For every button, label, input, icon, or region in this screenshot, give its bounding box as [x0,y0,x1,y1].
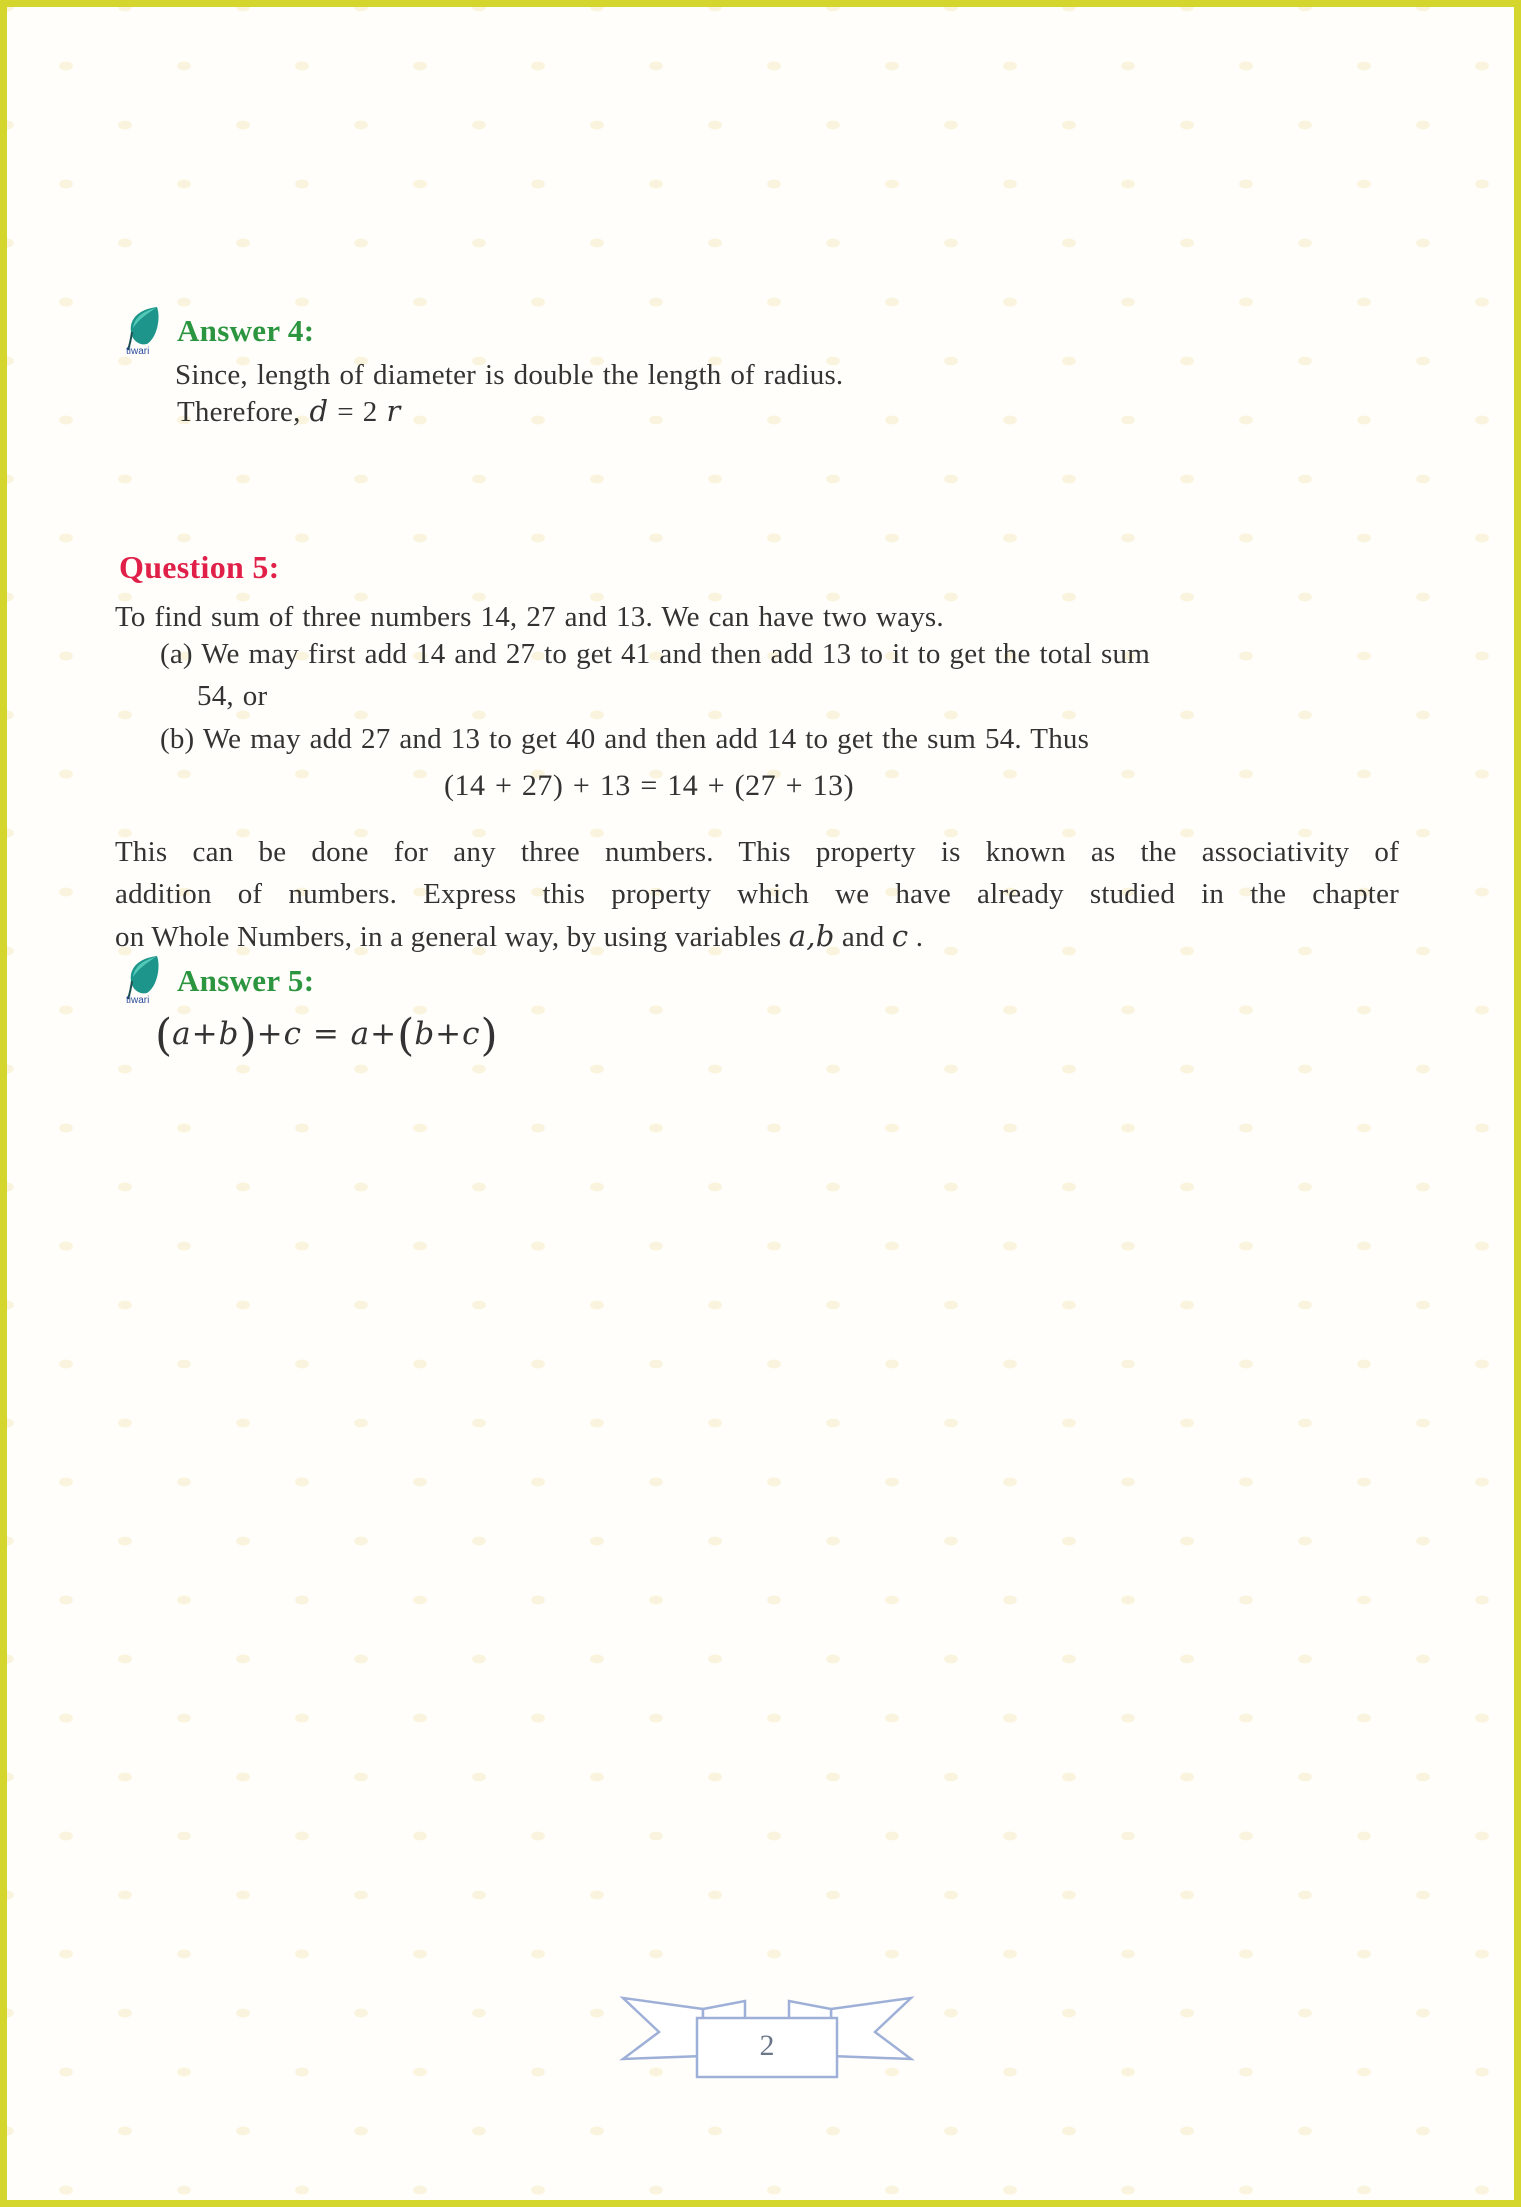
ribbon-right-flag [831,1998,911,2059]
answer5-equation [155,1010,498,1061]
eq-close-paren-2: ) [480,1010,498,1061]
eq-middle: +c = a+ [256,1016,398,1052]
question5-heading: Question 5: [119,549,280,585]
logo-text: tiwari [126,995,150,1005]
question5-item-b-line1: (b) We may add 27 and 13 to get 40 and then add 14 to get the sum 54. Thus [160,723,1090,755]
paragraph-line3-and: and [841,921,892,953]
tiwari-academy-leaf-icon [125,306,165,356]
question5-paragraph-line2: addition of numbers. Express this property which we have already studied in the chapter [115,878,1399,910]
eq-open-paren-1: ( [155,1010,173,1061]
question5-paragraph-line3 [115,915,1399,957]
paragraph-line3-period: . [915,921,924,953]
answer4-line1: Since, length of diameter is double the length of radius. [175,359,844,391]
math-equals-2: = 2 [337,396,378,428]
math-var-ab: a,b [788,919,835,953]
question5-item-a-line2: 54, or [197,680,268,712]
question5-item-a-line1: (a) We may first add 14 and 27 to get 41 and then add 13 to it to get the total sum [160,638,1150,670]
answer4-line2 [177,394,400,429]
math-r: r [386,394,401,428]
eq-a-plus-b: a+b [172,1016,240,1052]
eq-close-paren-1: ) [239,1010,257,1061]
question5-intro: To find sum of three numbers 14, 27 and 13. We can have two ways. [115,601,944,633]
tiwari-academy-leaf-icon [125,955,165,1005]
eq-b-plus-c: b+c [414,1016,481,1052]
math-var-c: c [891,919,909,953]
ribbon-left-flag [623,1998,703,2059]
answer4-line2-label: Therefore, [177,396,310,428]
answer5-heading: Answer 5: [177,963,315,998]
question5-equation: (14 + 27) + 13 = 14 + (27 + 13) [444,769,855,802]
eq-open-paren-2: ( [397,1010,415,1061]
math-d: d [309,394,329,428]
page-number: 2 [759,2029,775,2062]
question5-paragraph-line1: This can be done for any three numbers. This property is known as the associativity of [115,836,1399,868]
logo-text: tiwari [126,346,150,356]
answer4-heading: Answer 4: [177,313,315,348]
paragraph-line3-text: on Whole Numbers, in a general way, by using variables [115,921,789,953]
